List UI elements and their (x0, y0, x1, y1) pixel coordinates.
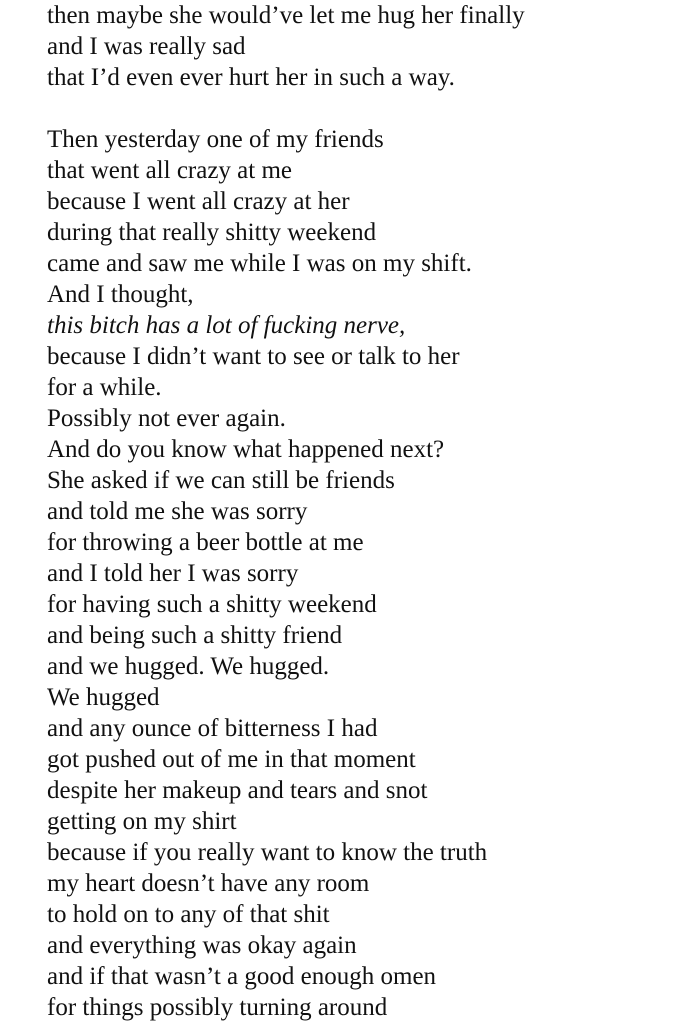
poem-line: and any ounce of bitterness I had (47, 715, 378, 742)
poem-line: Possibly not ever again. (47, 405, 286, 432)
poem-line: and being such a shitty friend (47, 622, 343, 649)
poem-line: during that really shitty weekend (47, 219, 377, 246)
poem-line: We hugged (47, 684, 160, 711)
poem-line: and told me she was sorry (47, 498, 308, 525)
poem-line: She asked if we can still be friends (47, 467, 395, 494)
poem-line: came and saw me while I was on my shift. (47, 250, 472, 277)
poem-line: and everything was okay again (47, 932, 357, 959)
poem-line: got pushed out of me in that moment (47, 746, 416, 773)
poem-line: that I’d even ever hurt her in such a way. (47, 64, 455, 91)
poem-line: for a while. (47, 374, 162, 401)
poem-line: because if you really want to know the truth (47, 839, 488, 866)
poem-line: and I was really sad (47, 33, 246, 60)
poem-line: despite her makeup and tears and snot (47, 777, 428, 804)
poem-line: for having such a shitty weekend (47, 591, 377, 618)
poem-line: then maybe she would’ve let me hug her finally (47, 2, 525, 29)
poem-line: that went all crazy at me (47, 157, 293, 184)
poem-line: because I didn’t want to see or talk to her (47, 343, 460, 370)
poem-line: for throwing a beer bottle at me (47, 529, 364, 556)
poem-line: And I thought, (47, 281, 194, 308)
poem-line: and I told her I was sorry (47, 560, 299, 587)
poem-line: Then yesterday one of my friends (47, 126, 384, 153)
poem-line: And do you know what happened next? (47, 436, 445, 463)
poem-line: and if that wasn’t a good enough omen (47, 963, 437, 990)
poem-line: to hold on to any of that shit (47, 901, 330, 928)
poem-line: getting on my shirt (47, 808, 237, 835)
poem-line: because I went all crazy at her (47, 188, 350, 215)
poem-line: and we hugged. We hugged. (47, 653, 330, 680)
poem-line: for things possibly turning around (47, 994, 388, 1021)
poem-line: this bitch has a lot of fucking nerve, (47, 312, 406, 339)
poem-line: my heart doesn’t have any room (47, 870, 370, 897)
